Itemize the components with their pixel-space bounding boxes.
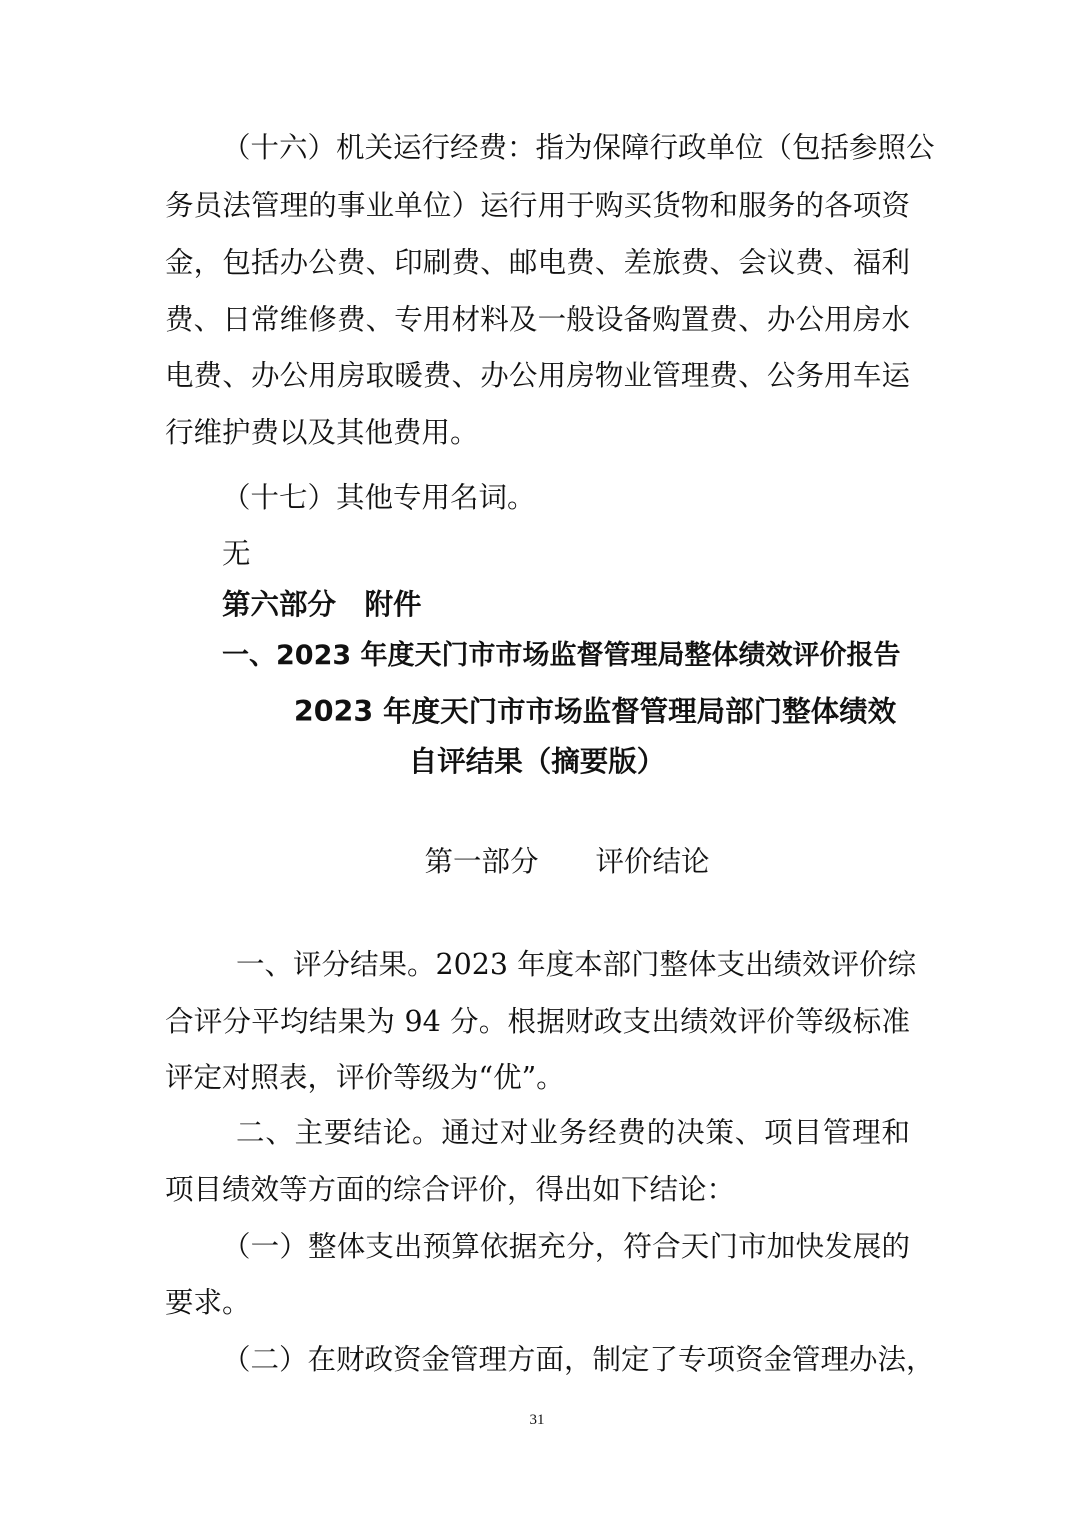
paragraph-line: 二、主要结论。通过对业务经费的决策、项目管理和	[236, 1116, 910, 1149]
paragraph-line: （十七）其他专用名词。	[222, 481, 536, 514]
paragraph-line: 电费、办公用房取暖费、办公用房物业管理费、公务用车运	[165, 359, 910, 392]
page-number: 31	[529, 1412, 545, 1428]
paragraph-line: （二）在财政资金管理方面，制定了专项资金管理办法，	[222, 1343, 935, 1376]
report-title: 2023 年度天门市市场监督管理局部门整体绩效	[293, 695, 897, 728]
paragraph-line: 一、评分结果。2023 年度本部门整体支出绩效评价综	[236, 948, 917, 981]
paragraph-line: 费、日常维修费、专用材料及一般设备购置费、办公用房水	[165, 303, 910, 336]
paragraph-line: 项目绩效等方面的综合评价，得出如下结论：	[165, 1173, 736, 1206]
paragraph-line: 要求。	[165, 1286, 251, 1319]
section-heading: 一、2023 年度天门市市场监督管理局整体绩效评价报告	[222, 640, 901, 671]
paragraph-line: 行维护费以及其他费用。	[165, 416, 479, 449]
part-heading: 第一部分 评价结论	[424, 845, 710, 878]
paragraph-line: 评定对照表，评价等级为“优”。	[165, 1061, 565, 1094]
paragraph-line: 无	[222, 537, 251, 570]
paragraph-line: （十六）机关运行经费：指为保障行政单位（包括参照公	[222, 131, 935, 164]
paragraph-line: 合评分平均结果为 94 分。根据财政支出绩效评价等级标准	[165, 1005, 910, 1038]
paragraph-line: 务员法管理的事业单位）运行用于购买货物和服务的各项资	[165, 189, 910, 222]
section-heading: 第六部分 附件	[222, 588, 422, 621]
report-title: 自评结果（摘要版）	[408, 745, 666, 778]
paragraph-line: 金，包括办公费、印刷费、邮电费、差旅费、会议费、福利	[165, 246, 910, 279]
paragraph-line: （一）整体支出预算依据充分，符合天门市加快发展的	[222, 1230, 910, 1263]
